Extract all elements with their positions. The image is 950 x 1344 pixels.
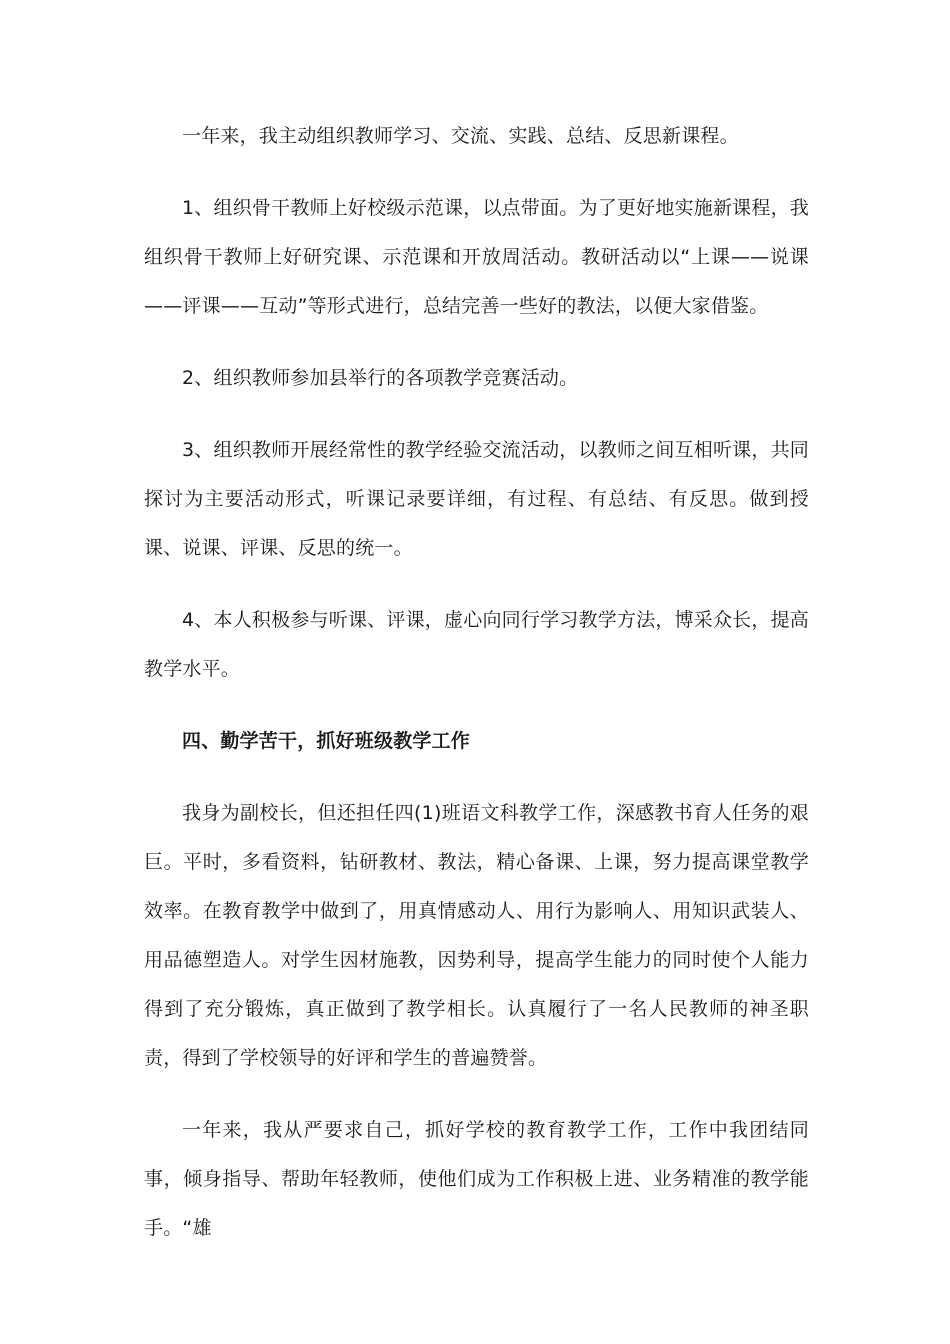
paragraph-item-4: 4、本人积极参与听课、评课，虚心向同行学习教学方法，博采众长，提高教学水平。: [144, 609, 809, 680]
paragraph-item-2: 2、组织教师参加县举行的各项教学竞赛活动。: [182, 367, 579, 389]
paragraph-summary: 一年来，我从严要求自己，抓好学校的教育教学工作，工作中我团结同事，倾身指导、帮助年轻教师，使他们成为工作积极上进、业务精准的教学能手。“雄: [144, 1119, 809, 1239]
paragraph-teaching-work: 我身为副校长，但还担任四(1)班语文科教学工作，深感教书育人任务的艰巨。平时，多看资料，钻研教材、教法，精心备课、上课，努力提高课堂教学效率。在教育教学中做到了，用真情感动人、用行为影响人、用知识武装人、用品德塑造人。对学生因材施教，因势利导，提高学生能力的同时使个人能力得到了充分锻炼，真正做到了教学相长。认真履行了一名人民教师的神圣职责，得到了学校领导的好评和学生的普遍赞誉。: [144, 802, 809, 1069]
section-heading: 四、勤学苦干，抓好班级教学工作: [182, 730, 471, 752]
paragraph-item-3: 3、组织教师开展经常性的教学经验交流活动，以教师之间互相听课，共同探讨为主要活动形式，听课记录要详细，有过程、有总结、有反思。做到授课、说课、评课、反思的统一。: [144, 439, 809, 559]
paragraph-intro: 一年来，我主动组织教师学习、交流、实践、总结、反思新课程。: [182, 125, 739, 147]
document-page: [144, 112, 809, 1253]
paragraph-item-1: 1、组织骨干教师上好校级示范课，以点带面。为了更好地实施新课程，我组织骨干教师上好研究课、示范课和开放周活动。教研活动以“上课——说课——评课——互动”等形式进行，总结完善一些好的教法，以便大家借鉴。: [144, 197, 809, 317]
